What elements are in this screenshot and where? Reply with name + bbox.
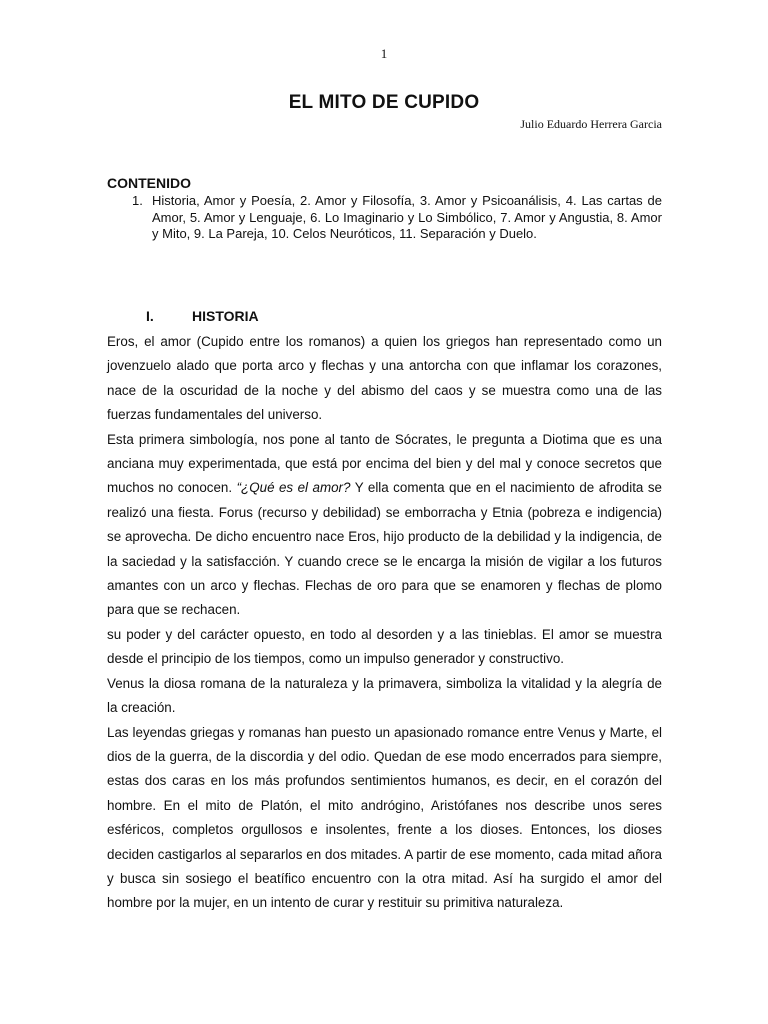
paragraph-3: su poder y del carácter opuesto, en todo al desorden y a las tinieblas. El amor se muestra desde el principio de los tiempos, como un impulso generador y constructivo.: [107, 626, 662, 667]
paragraph-2-start: Esta primera simbología, nos pone al tanto de Sócrates, le pregunta a Diotima que es una anciana muy experimentada, que está por encima del bien y del mal y conoce secretos que muchos no conocen.: [107, 431, 662, 496]
page-number: 1: [380, 46, 388, 61]
paragraph-4: Venus la diosa romana de la naturaleza y la primavera, simboliza la vitalidad y la alegría de la creación.: [107, 675, 662, 716]
body-text: [107, 330, 662, 916]
contents-list: [132, 193, 662, 243]
section-number: I.: [146, 308, 154, 324]
section-title: HISTORIA: [192, 308, 259, 324]
paragraph-2-quote: “¿Qué es el amor?: [236, 480, 351, 496]
contents-item-number: 1.: [132, 193, 143, 208]
document-title: EL MITO DE CUPIDO: [288, 92, 480, 113]
contents-heading: CONTENIDO: [107, 175, 191, 191]
contents-item-text: Historia, Amor y Poesía, 2. Amor y Filosofía, 3. Amor y Psicoanálisis, 4. Las cartas de Amor, 5. Amor y Lenguaje, 6. Lo Imaginario y Lo Simbólico, 7. Amor y Angustia, 8. Amor y Mito, 9. La Pareja, 10. Celos Neuróticos, 11. Separación y Duelo.: [152, 193, 662, 241]
paragraph-2: [107, 428, 662, 623]
paragraph-5: Las leyendas griegas y romanas han puesto un apasionado romance entre Venus y Marte, el dios de la guerra, de la discordia y del odio. Quedan de ese modo encerrados para siempre, estas dos caras en los más profundos sentimientos humanos, es decir, en el corazón del hombre. En el mito de Platón, el mito andrógino, Aristófanes nos describe unos seres esféricos, completos orgullosos e insolentes, frente a los dioses. Entonces, los dioses deciden castigarlos al separarlos en dos mitades. A partir de ese momento, cada mitad añora y busca sin sosiego el beatífico encuentro con la otra mitad. Así ha surgido el amor del hombre por la mujer, en un intento de curar y restituir su primitiva naturaleza.: [107, 724, 662, 911]
section-heading: [146, 308, 259, 324]
author-name: Julio Eduardo Herrera Garcia: [520, 117, 662, 131]
paragraph-1: Eros, el amor (Cupido entre los romanos) a quien los griegos han representado como un jovenzuelo alado que porta arco y flechas y una antorcha con que inflamar los corazones, nace de la oscuridad de la noche y del abismo del caos y se muestra como una de las fuerzas fundamentales del universo.: [107, 334, 662, 423]
paragraph-2-end: Y ella comenta que en el nacimiento de afrodita se realizó una fiesta. Forus (recurso y debilidad) se emborracha y Etnia (pobreza e indigencia) se aprovecha. De dicho encuentro nace Eros, hijo producto de la debilidad y la indigencia, de la saciedad y la satisfacción. Y cuando crece se le encarga la misión de vigilar a los futuros amantes con un arco y flechas. Flechas de oro para que se enamoren y flechas de plomo para que se rechacen.: [107, 480, 662, 618]
